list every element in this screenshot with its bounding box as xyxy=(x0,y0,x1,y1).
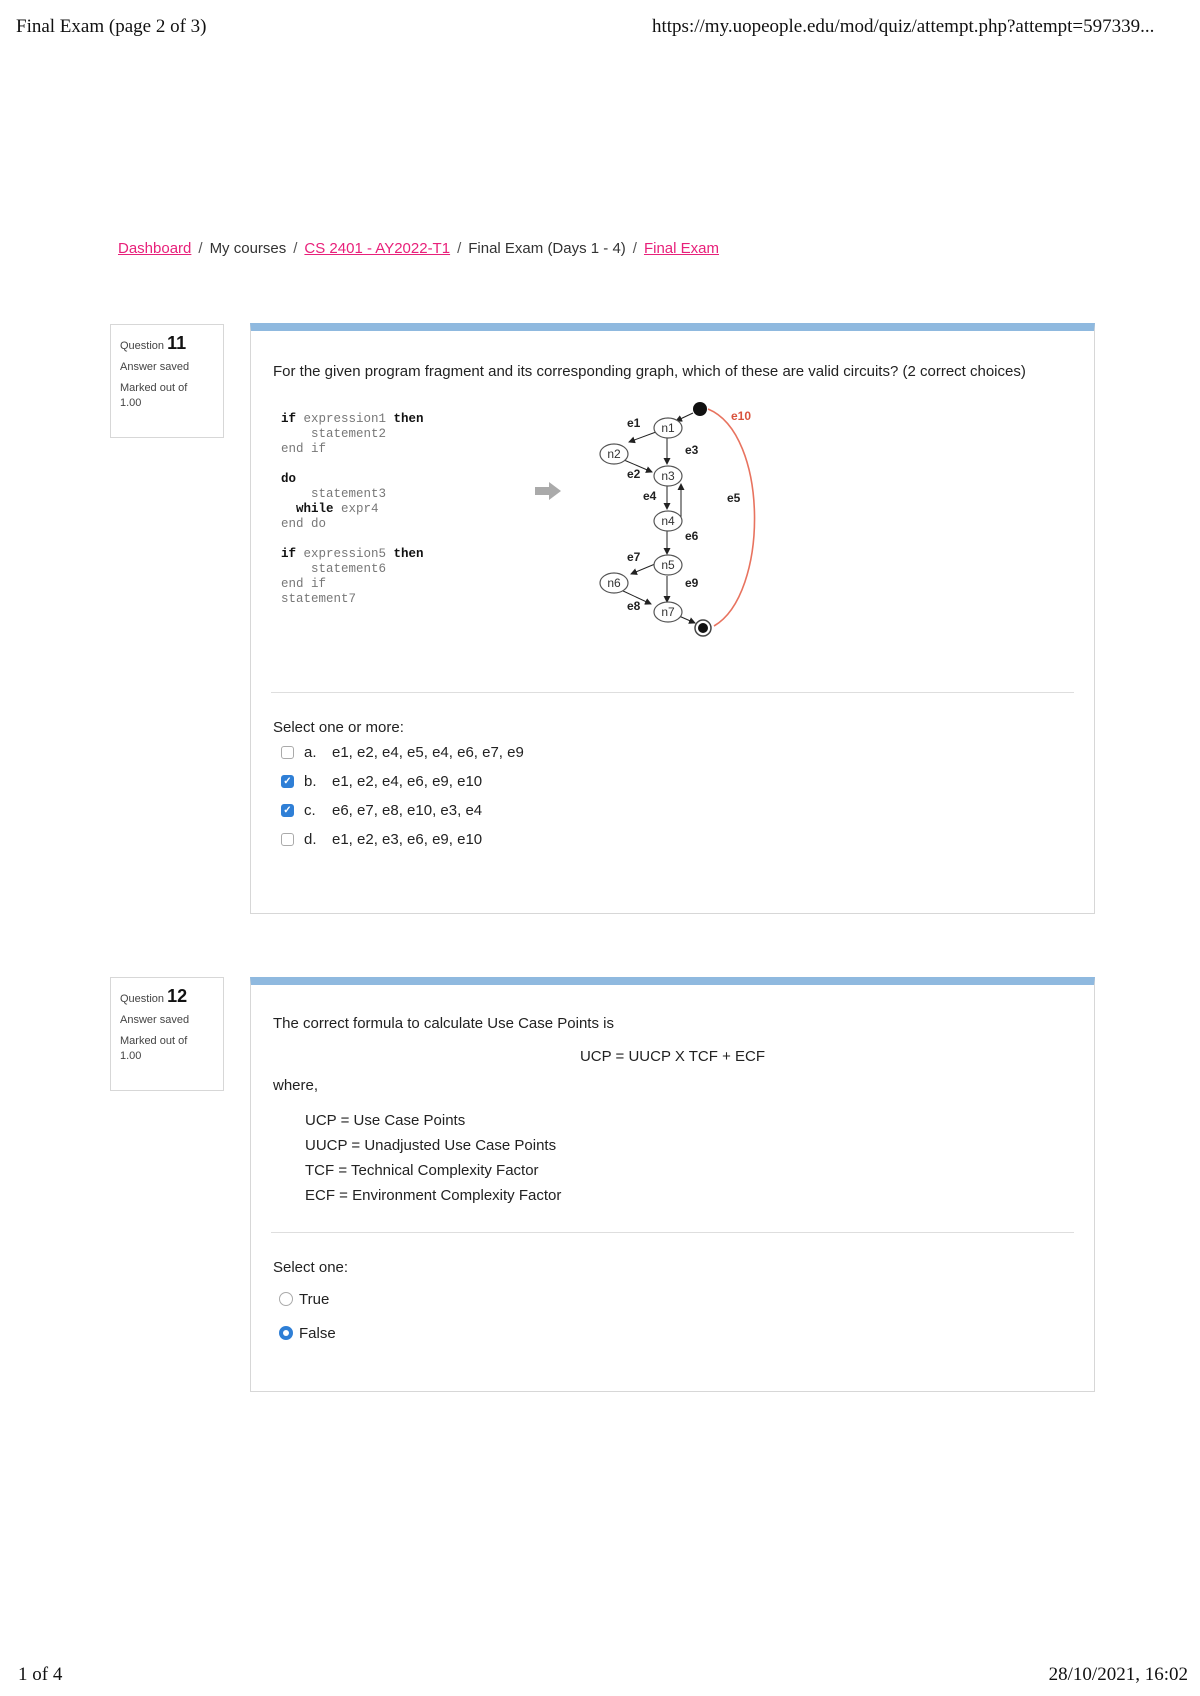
answer-block xyxy=(251,1233,1094,1350)
question-points: 1.00 xyxy=(120,397,142,409)
breadcrumb-separator: / xyxy=(632,240,637,257)
breadcrumb-course[interactable]: CS 2401 - AY2022-T1 xyxy=(304,240,451,257)
edge-label: e3 xyxy=(685,443,699,457)
definition-item: UCP = Use Case Points xyxy=(305,1112,466,1129)
control-flow-graph xyxy=(569,384,769,639)
node-label: n1 xyxy=(661,421,675,435)
option-text: True xyxy=(299,1290,330,1308)
edge-label: e5 xyxy=(727,491,741,505)
edge-label: e8 xyxy=(627,599,641,613)
question-label: Question xyxy=(120,993,165,1005)
code-keyword: then xyxy=(393,412,424,426)
option-letter: c. xyxy=(304,802,316,819)
option-text: e1, e2, e3, e6, e9, e10 xyxy=(332,831,483,848)
code-line xyxy=(281,412,424,427)
breadcrumb-separator: / xyxy=(198,240,203,257)
start-node xyxy=(693,402,707,416)
end-node-core xyxy=(698,623,708,633)
question-info-12 xyxy=(110,977,224,1091)
program-fragment xyxy=(281,412,424,607)
formula: UCP = UUCP X TCF + ECF xyxy=(579,1048,766,1065)
breadcrumb-exam-section: Final Exam (Days 1 - 4) xyxy=(468,240,626,257)
code-text: expression1 xyxy=(296,412,394,426)
code-line xyxy=(281,517,424,532)
select-prompt: Select one or more: xyxy=(273,719,404,736)
code-line xyxy=(281,577,424,592)
print-footer-page: 1 of 4 xyxy=(18,1664,63,1685)
breadcrumb-my-courses: My courses xyxy=(209,240,287,257)
code-line xyxy=(281,592,424,607)
option-text: False xyxy=(299,1324,336,1342)
code-line xyxy=(281,487,424,502)
option-true[interactable] xyxy=(273,1282,1072,1316)
edge-label: e9 xyxy=(685,576,699,590)
code-line xyxy=(281,562,424,577)
definition-item: UUCP = Unadjusted Use Case Points xyxy=(305,1137,557,1154)
code-keyword: do xyxy=(281,472,297,486)
question-status: Answer saved xyxy=(120,361,190,373)
code-text: end if xyxy=(281,577,327,591)
print-footer-datetime: 28/10/2021, 16:02 xyxy=(1048,1664,1188,1685)
question-number: 11 xyxy=(167,333,187,353)
code-text: statement6 xyxy=(281,562,387,576)
definitions-list xyxy=(283,1108,1094,1208)
print-header-title: Final Exam (page 2 of 3) xyxy=(16,16,207,37)
question-card-12 xyxy=(250,977,1095,1392)
code-line xyxy=(281,502,424,517)
option-a[interactable] xyxy=(273,738,1072,767)
question-marked-label: Marked out of xyxy=(120,1035,188,1047)
option-letter: b. xyxy=(304,773,317,790)
program-graph-figure xyxy=(251,384,1094,674)
code-text: statement2 xyxy=(281,427,387,441)
code-keyword: then xyxy=(393,547,424,561)
option-text: e6, e7, e8, e10, e3, e4 xyxy=(332,802,483,819)
checkbox[interactable] xyxy=(281,833,294,846)
option-d[interactable] xyxy=(273,825,1072,854)
edge-label: e10 xyxy=(731,409,752,423)
node-label: n6 xyxy=(607,576,621,590)
where-label: where, xyxy=(273,1077,319,1094)
radio-button[interactable] xyxy=(279,1292,293,1306)
edge-label: e2 xyxy=(627,467,641,481)
answer-block xyxy=(251,693,1094,854)
code-text: expr4 xyxy=(333,502,379,516)
edge-label: e7 xyxy=(627,550,641,564)
breadcrumb-dashboard[interactable]: Dashboard xyxy=(118,240,192,257)
code-line xyxy=(281,427,424,442)
edge-label: e4 xyxy=(643,489,657,503)
breadcrumb xyxy=(118,240,719,257)
code-line xyxy=(281,472,424,487)
checkbox-checked[interactable] xyxy=(281,804,294,817)
node-label: n4 xyxy=(661,514,675,528)
breadcrumb-final-exam[interactable]: Final Exam xyxy=(643,240,719,257)
question-number: 12 xyxy=(167,986,188,1006)
edge-label: e6 xyxy=(685,529,699,543)
radio-button-selected[interactable] xyxy=(279,1326,293,1340)
breadcrumb-separator: / xyxy=(457,240,462,257)
edge-label: e1 xyxy=(627,416,641,430)
breadcrumb-separator: / xyxy=(293,240,298,257)
definition-item: ECF = Environment Complexity Factor xyxy=(305,1187,562,1204)
code-keyword: while xyxy=(281,502,334,516)
question-card-11 xyxy=(250,323,1095,914)
option-false[interactable] xyxy=(273,1316,1072,1350)
option-letter: d. xyxy=(304,831,317,848)
print-header-url: https://my.uopeople.edu/mod/quiz/attempt.php?attempt=597339... xyxy=(652,16,1155,37)
code-text: expression5 xyxy=(296,547,394,561)
question-marked-label: Marked out of xyxy=(120,382,188,394)
question-text: For the given program fragment and its corresponding graph, which of these are valid circuits? (2 correct choices) xyxy=(273,363,1026,380)
option-b[interactable] xyxy=(273,767,1072,796)
option-text: e1, e2, e4, e6, e9, e10 xyxy=(332,773,483,790)
arrow-right-icon xyxy=(533,480,563,502)
checkbox-checked[interactable] xyxy=(281,775,294,788)
node-label: n2 xyxy=(607,447,621,461)
question-text: The correct formula to calculate Use Case Points is xyxy=(273,1015,614,1032)
code-text: end do xyxy=(281,517,327,531)
question-points: 1.00 xyxy=(120,1050,142,1062)
code-keyword: if xyxy=(281,547,297,561)
node-label: n3 xyxy=(661,469,675,483)
definition-item: TCF = Technical Complexity Factor xyxy=(305,1162,539,1179)
code-line xyxy=(281,532,424,547)
code-line xyxy=(281,457,424,472)
code-line xyxy=(281,442,424,457)
node-label: n7 xyxy=(661,605,675,619)
option-text: e1, e2, e4, e5, e4, e6, e7, e9 xyxy=(332,744,524,761)
select-prompt: Select one: xyxy=(273,1259,349,1276)
question-status: Answer saved xyxy=(120,1014,190,1026)
code-text: statement3 xyxy=(281,487,387,501)
option-c[interactable] xyxy=(273,796,1072,825)
code-text: end if xyxy=(281,442,327,456)
code-text: statement7 xyxy=(281,592,357,606)
option-letter: a. xyxy=(304,744,317,761)
question-info-11 xyxy=(110,324,224,438)
edge-e10 xyxy=(708,409,755,626)
code-keyword: if xyxy=(281,412,297,426)
checkbox[interactable] xyxy=(281,746,294,759)
node-label: n5 xyxy=(661,558,675,572)
question-label: Question xyxy=(120,340,165,352)
code-line xyxy=(281,547,424,562)
